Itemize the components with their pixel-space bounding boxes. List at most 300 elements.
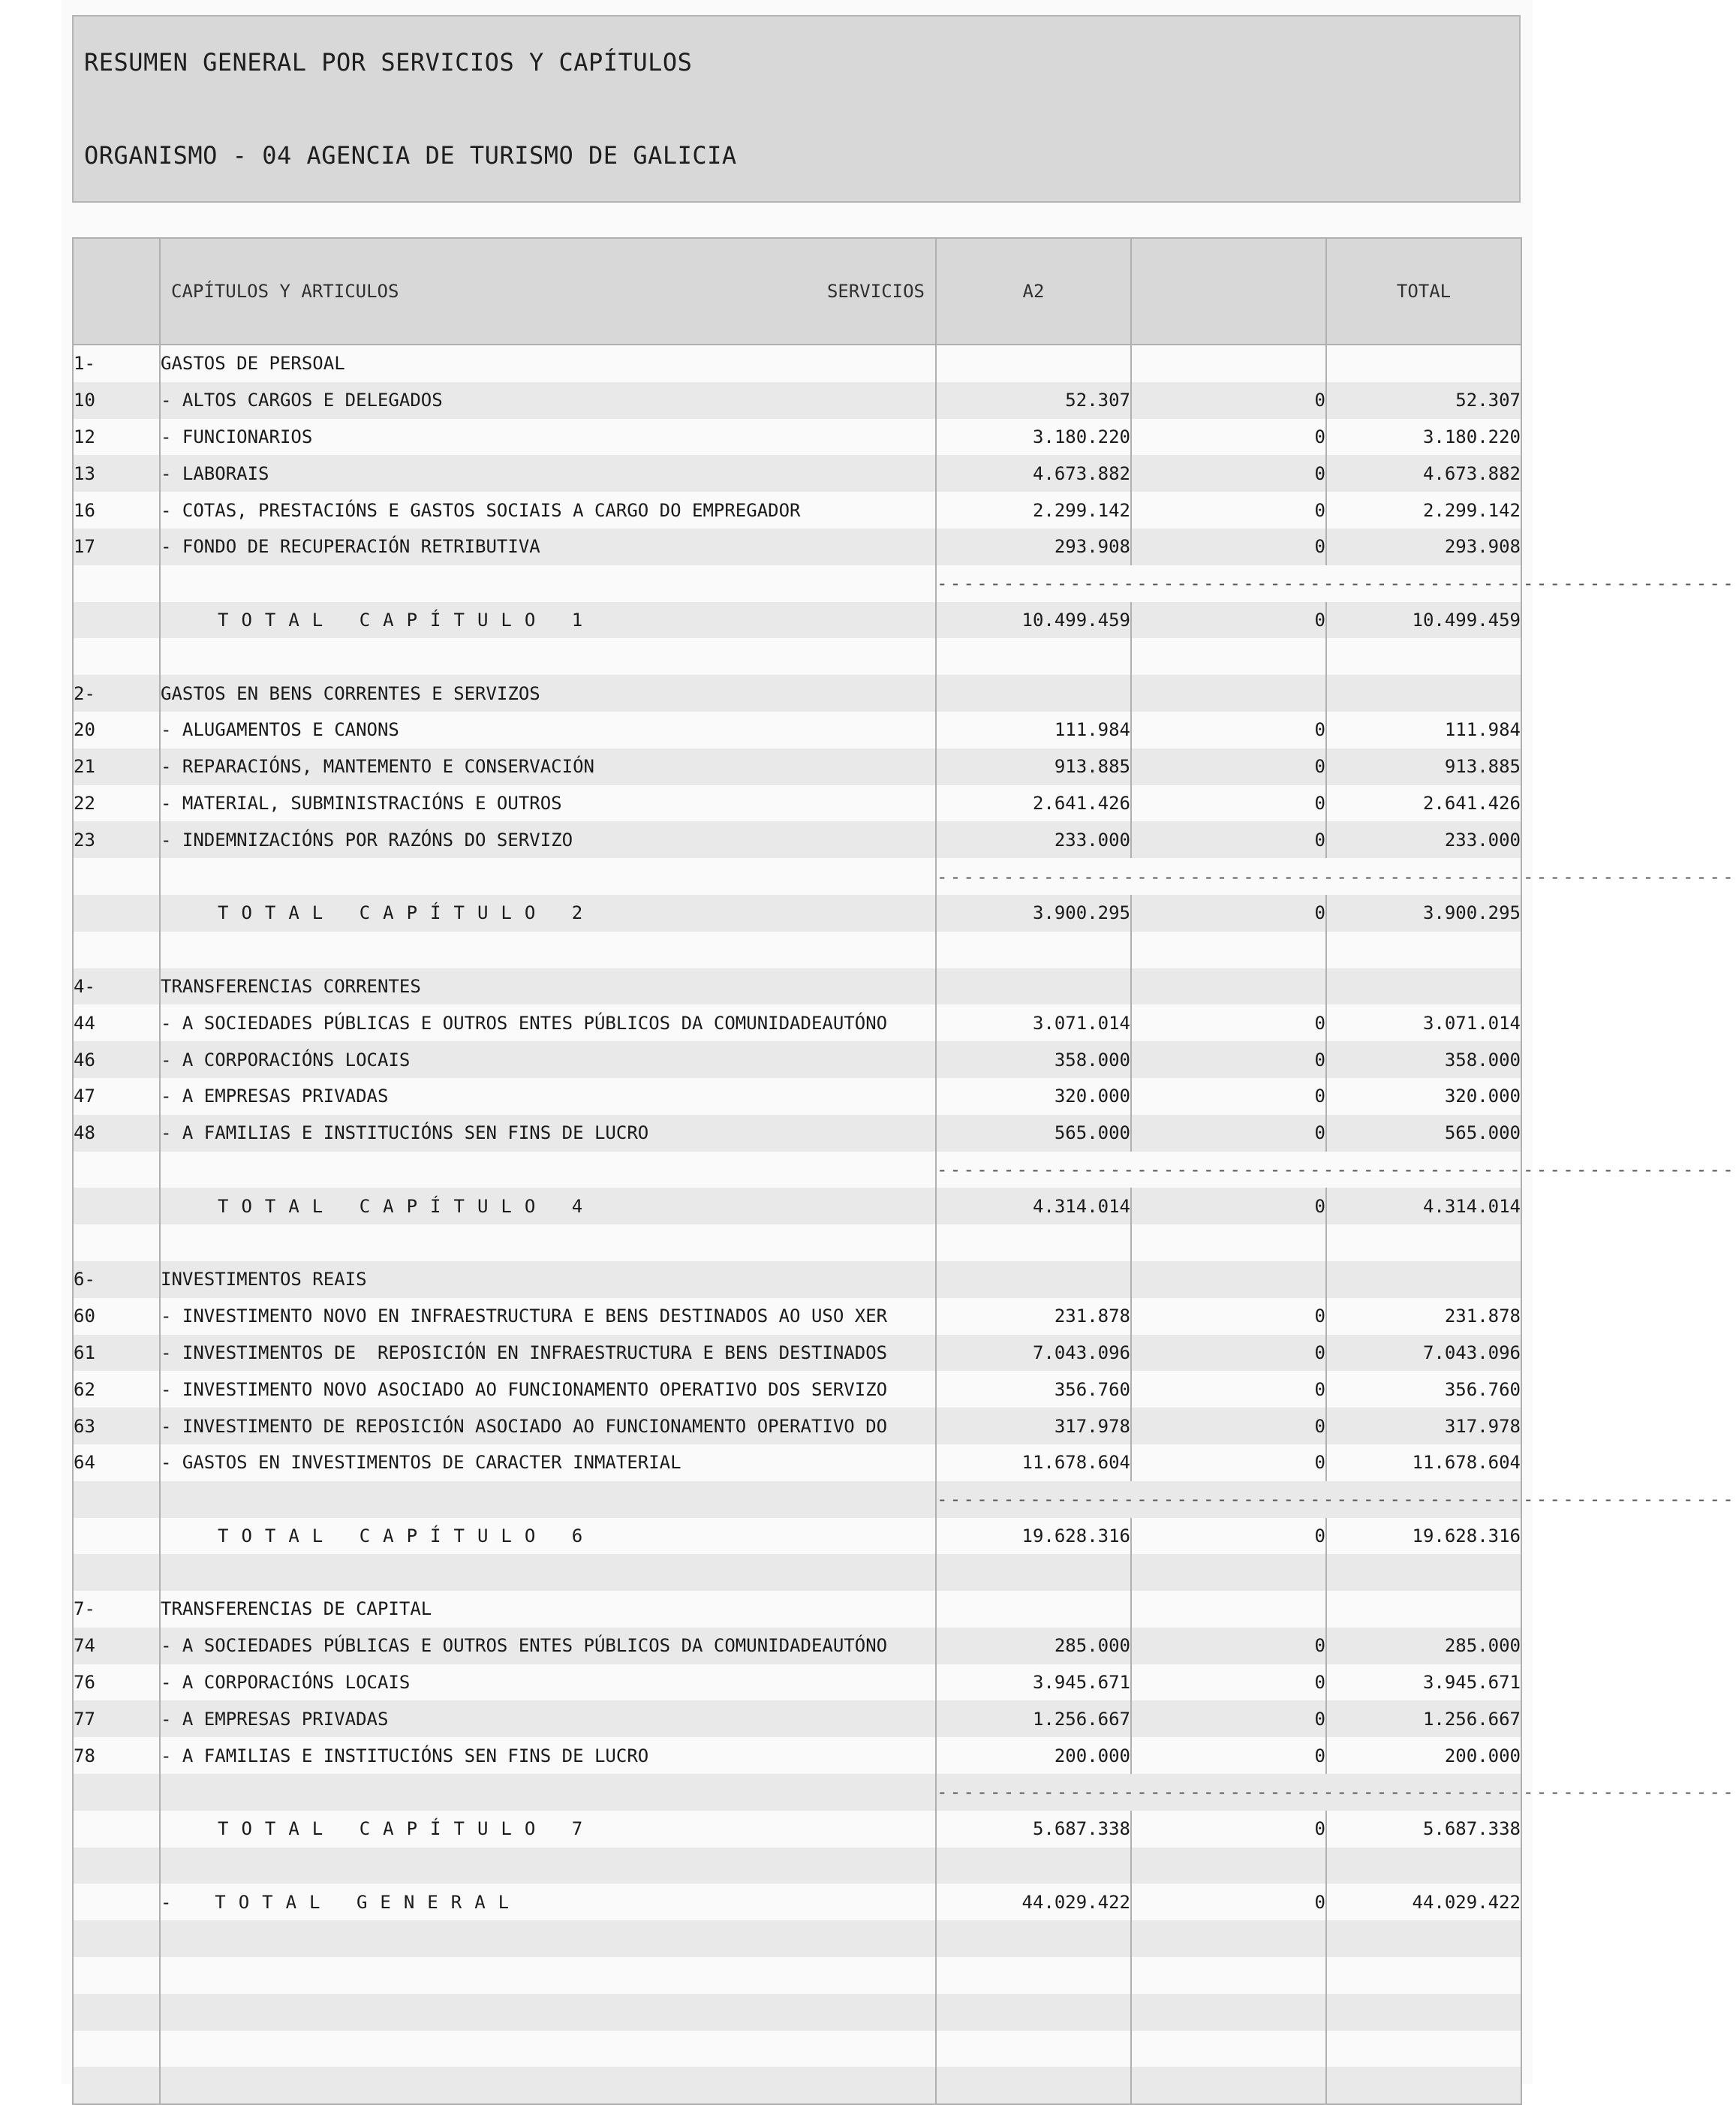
empty-cell bbox=[936, 2031, 1131, 2067]
article-code: 13 bbox=[73, 455, 160, 492]
total-value: 7.043.096 bbox=[1326, 1335, 1521, 1372]
empty-cell bbox=[73, 1920, 160, 1957]
middle-value: 0 bbox=[1131, 1335, 1326, 1372]
table-row bbox=[73, 1115, 1521, 1152]
empty-cell bbox=[1131, 1224, 1326, 1261]
total-value: 913.885 bbox=[1326, 748, 1521, 785]
column-header-description: CAPÍTULOS Y ARTICULOS bbox=[171, 281, 399, 302]
empty-cell bbox=[936, 1554, 1131, 1591]
chapter-title: TRANSFERENCIAS DE CAPITAL bbox=[160, 1591, 936, 1628]
empty-cell bbox=[936, 968, 1131, 1005]
empty-cell bbox=[1131, 675, 1326, 712]
table-row bbox=[73, 1700, 1521, 1737]
a2-value: 913.885 bbox=[936, 748, 1131, 785]
empty-cell bbox=[936, 1957, 1131, 1994]
table-row bbox=[73, 1371, 1521, 1408]
chapter-total-row bbox=[73, 1518, 1521, 1555]
filler-row bbox=[73, 2067, 1521, 2104]
table-body bbox=[73, 345, 1736, 2104]
article-description: - COTAS, PRESTACIÓNS E GASTOS SOCIAIS A CARGO DO EMPREGADOR bbox=[160, 492, 936, 529]
chapter-code: 2- bbox=[73, 675, 160, 712]
chapter-total-middle: 0 bbox=[1131, 1188, 1326, 1224]
empty-cell bbox=[160, 2031, 936, 2067]
empty-cell bbox=[160, 2067, 936, 2104]
total-value: 4.673.882 bbox=[1326, 455, 1521, 492]
article-description: - A CORPORACIÓNS LOCAIS bbox=[160, 1664, 936, 1701]
total-value: 3.071.014 bbox=[1326, 1004, 1521, 1041]
chapter-total-label-cell bbox=[160, 1188, 936, 1224]
a2-value: 111.984 bbox=[936, 712, 1131, 748]
chapter-total-row bbox=[73, 1811, 1521, 1848]
separator-cell bbox=[936, 1152, 1736, 1188]
chapter-total-label: TOTAL CAPÍTULO 7 bbox=[218, 1818, 596, 1840]
a2-value: 320.000 bbox=[936, 1078, 1131, 1115]
chapter-total-label-cell bbox=[160, 602, 936, 639]
a2-value: 3.180.220 bbox=[936, 419, 1131, 456]
a2-value: 4.673.882 bbox=[936, 455, 1131, 492]
middle-value: 0 bbox=[1131, 455, 1326, 492]
dashed-separator: ------------------------------------------------------------ bbox=[937, 1489, 1736, 1510]
a2-value: 285.000 bbox=[936, 1628, 1131, 1664]
empty-cell bbox=[73, 1518, 160, 1555]
grand-total-row bbox=[73, 1884, 1521, 1920]
total-value: 293.908 bbox=[1326, 529, 1521, 565]
empty-cell bbox=[73, 1481, 160, 1518]
chapter-total-row bbox=[73, 602, 1521, 639]
chapter-total-total: 19.628.316 bbox=[1326, 1518, 1521, 1555]
empty-cell bbox=[1131, 968, 1326, 1005]
empty-cell bbox=[1131, 932, 1326, 968]
article-description: - ALTOS CARGOS E DELEGADOS bbox=[160, 382, 936, 419]
empty-cell bbox=[160, 1848, 936, 1884]
column-header-middle bbox=[1131, 238, 1326, 345]
spacer-row bbox=[73, 1224, 1521, 1261]
empty-cell bbox=[73, 1152, 160, 1188]
empty-cell bbox=[1131, 1920, 1326, 1957]
grand-total-total: 44.029.422 bbox=[1326, 1884, 1521, 1920]
article-code: 12 bbox=[73, 419, 160, 456]
separator-cell bbox=[936, 565, 1736, 602]
total-value: 358.000 bbox=[1326, 1041, 1521, 1078]
empty-cell bbox=[1326, 1261, 1521, 1298]
article-description: - INVESTIMENTO DE REPOSICIÓN ASOCIADO AO FUNCIONAMENTO OPERATIVO DO bbox=[160, 1408, 936, 1444]
article-code: 61 bbox=[73, 1335, 160, 1372]
table-row bbox=[73, 492, 1521, 529]
empty-cell bbox=[1131, 1994, 1326, 2031]
article-code: 77 bbox=[73, 1700, 160, 1737]
a2-value: 358.000 bbox=[936, 1041, 1131, 1078]
empty-cell bbox=[936, 1224, 1131, 1261]
chapter-total-middle: 0 bbox=[1131, 602, 1326, 639]
empty-cell bbox=[160, 1994, 936, 2031]
header-description-cell bbox=[160, 238, 936, 345]
dashed-separator: ------------------------------------------------------------ bbox=[937, 866, 1736, 887]
separator-cell bbox=[936, 1481, 1736, 1518]
article-description: - A SOCIEDADES PÚBLICAS E OUTROS ENTES PÚBLICOS DA COMUNIDADEAUTÓNO bbox=[160, 1004, 936, 1041]
grand-total-label: TOTAL GENERAL bbox=[215, 1891, 522, 1913]
empty-cell bbox=[73, 1994, 160, 2031]
a2-value: 2.299.142 bbox=[936, 492, 1131, 529]
empty-cell bbox=[1326, 345, 1521, 382]
table-row bbox=[73, 785, 1521, 822]
header-code-cell bbox=[73, 238, 160, 345]
separator-row bbox=[73, 565, 1521, 602]
chapter-total-total: 5.687.338 bbox=[1326, 1811, 1521, 1848]
budget-table bbox=[72, 237, 1736, 2105]
empty-cell bbox=[1131, 2031, 1326, 2067]
chapter-total-a2: 3.900.295 bbox=[936, 895, 1131, 932]
a2-value: 3.945.671 bbox=[936, 1664, 1131, 1701]
empty-cell bbox=[1131, 1261, 1326, 1298]
table-row bbox=[73, 1298, 1521, 1335]
empty-cell bbox=[73, 638, 160, 675]
spacer-row bbox=[73, 1554, 1521, 1591]
empty-cell bbox=[73, 1957, 160, 1994]
empty-cell bbox=[160, 1554, 936, 1591]
article-description: - A SOCIEDADES PÚBLICAS E OUTROS ENTES PÚBLICOS DA COMUNIDADEAUTÓNO bbox=[160, 1628, 936, 1664]
a2-value: 7.043.096 bbox=[936, 1335, 1131, 1372]
filler-row bbox=[73, 1957, 1521, 1994]
article-code: 47 bbox=[73, 1078, 160, 1115]
chapter-code: 4- bbox=[73, 968, 160, 1005]
organismo-line: ORGANISMO - 04 AGENCIA DE TURISMO DE GALICIA bbox=[84, 141, 737, 170]
chapter-total-middle: 0 bbox=[1131, 1811, 1326, 1848]
a2-value: 293.908 bbox=[936, 529, 1131, 565]
article-description: - REPARACIÓNS, MANTEMENTO E CONSERVACIÓN bbox=[160, 748, 936, 785]
middle-value: 0 bbox=[1131, 1408, 1326, 1444]
article-description: - MATERIAL, SUBMINISTRACIÓNS E OUTROS bbox=[160, 785, 936, 822]
empty-cell bbox=[936, 1920, 1131, 1957]
filler-row bbox=[73, 1920, 1521, 1957]
empty-cell bbox=[936, 345, 1131, 382]
chapter-total-a2: 10.499.459 bbox=[936, 602, 1131, 639]
empty-cell bbox=[73, 932, 160, 968]
a2-value: 233.000 bbox=[936, 821, 1131, 858]
table-row bbox=[73, 419, 1521, 456]
chapter-code: 1- bbox=[73, 345, 160, 382]
empty-cell bbox=[1131, 1848, 1326, 1884]
dashed-separator: ------------------------------------------------------------ bbox=[937, 573, 1736, 595]
table-row bbox=[73, 455, 1521, 492]
chapter-total-total: 3.900.295 bbox=[1326, 895, 1521, 932]
empty-cell bbox=[1131, 345, 1326, 382]
chapter-total-label: TOTAL CAPÍTULO 1 bbox=[218, 609, 596, 631]
table-row bbox=[73, 1335, 1521, 1372]
chapter-title: GASTOS EN BENS CORRENTES E SERVIZOS bbox=[160, 675, 936, 712]
empty-cell bbox=[1131, 1554, 1326, 1591]
table-header-row bbox=[73, 238, 1521, 345]
article-code: 46 bbox=[73, 1041, 160, 1078]
a2-value: 565.000 bbox=[936, 1115, 1131, 1152]
total-value: 3.945.671 bbox=[1326, 1664, 1521, 1701]
chapter-heading-row bbox=[73, 345, 1521, 382]
middle-value: 0 bbox=[1131, 1700, 1326, 1737]
article-code: 64 bbox=[73, 1444, 160, 1481]
chapter-code: 6- bbox=[73, 1261, 160, 1298]
article-code: 74 bbox=[73, 1628, 160, 1664]
empty-cell bbox=[73, 858, 160, 895]
table-row bbox=[73, 748, 1521, 785]
article-description: - A EMPRESAS PRIVADAS bbox=[160, 1078, 936, 1115]
empty-cell bbox=[160, 1920, 936, 1957]
chapter-total-label-cell bbox=[160, 1518, 936, 1555]
table-row bbox=[73, 1664, 1521, 1701]
chapter-total-row bbox=[73, 895, 1521, 932]
empty-cell bbox=[73, 1224, 160, 1261]
article-description: - A EMPRESAS PRIVADAS bbox=[160, 1700, 936, 1737]
article-description: - ALUGAMENTOS E CANONS bbox=[160, 712, 936, 748]
chapter-total-middle: 0 bbox=[1131, 1518, 1326, 1555]
table-row bbox=[73, 529, 1521, 565]
empty-cell bbox=[936, 1591, 1131, 1628]
article-description: - FONDO DE RECUPERACIÓN RETRIBUTIVA bbox=[160, 529, 936, 565]
article-code: 21 bbox=[73, 748, 160, 785]
empty-cell bbox=[73, 2031, 160, 2067]
middle-value: 0 bbox=[1131, 1078, 1326, 1115]
table-row bbox=[73, 1444, 1521, 1481]
empty-cell bbox=[160, 1224, 936, 1261]
empty-cell bbox=[1326, 1554, 1521, 1591]
article-description: - GASTOS EN INVESTIMENTOS DE CARACTER INMATERIAL bbox=[160, 1444, 936, 1481]
article-description: - A CORPORACIÓNS LOCAIS bbox=[160, 1041, 936, 1078]
chapter-total-a2: 19.628.316 bbox=[936, 1518, 1131, 1555]
total-value: 200.000 bbox=[1326, 1737, 1521, 1774]
dashed-separator: ------------------------------------------------------------ bbox=[937, 1781, 1736, 1803]
empty-cell bbox=[1131, 2067, 1326, 2104]
a2-value: 11.678.604 bbox=[936, 1444, 1131, 1481]
article-description: - INDEMNIZACIÓNS POR RAZÓNS DO SERVIZO bbox=[160, 821, 936, 858]
chapter-total-label: TOTAL CAPÍTULO 6 bbox=[218, 1525, 596, 1546]
chapter-total-total: 4.314.014 bbox=[1326, 1188, 1521, 1224]
table-row bbox=[73, 1078, 1521, 1115]
empty-cell bbox=[1131, 1591, 1326, 1628]
filler-row bbox=[73, 1994, 1521, 2031]
separator-row bbox=[73, 1481, 1521, 1518]
empty-cell bbox=[160, 858, 936, 895]
column-header-a2: A2 bbox=[936, 238, 1131, 345]
chapter-heading-row bbox=[73, 1261, 1521, 1298]
total-value: 52.307 bbox=[1326, 382, 1521, 419]
column-header-total: TOTAL bbox=[1326, 238, 1521, 345]
total-value: 285.000 bbox=[1326, 1628, 1521, 1664]
chapter-total-label-cell bbox=[160, 1811, 936, 1848]
table-row bbox=[73, 821, 1521, 858]
report-title: RESUMEN GENERAL POR SERVICIOS Y CAPÍTULOS bbox=[84, 48, 693, 77]
total-value: 2.299.142 bbox=[1326, 492, 1521, 529]
total-value: 2.641.426 bbox=[1326, 785, 1521, 822]
empty-cell bbox=[73, 1774, 160, 1811]
chapter-title: TRANSFERENCIAS CORRENTES bbox=[160, 968, 936, 1005]
middle-value: 0 bbox=[1131, 1041, 1326, 1078]
a2-value: 231.878 bbox=[936, 1298, 1131, 1335]
separator-row bbox=[73, 1152, 1521, 1188]
chapter-total-middle: 0 bbox=[1131, 895, 1326, 932]
a2-value: 200.000 bbox=[936, 1737, 1131, 1774]
empty-cell bbox=[936, 932, 1131, 968]
table-row bbox=[73, 712, 1521, 748]
empty-cell bbox=[73, 1188, 160, 1224]
empty-cell bbox=[1326, 2067, 1521, 2104]
total-value: 233.000 bbox=[1326, 821, 1521, 858]
middle-value: 0 bbox=[1131, 1004, 1326, 1041]
grand-total-label-cell bbox=[160, 1884, 936, 1920]
empty-cell bbox=[1326, 1994, 1521, 2031]
empty-cell bbox=[160, 1152, 936, 1188]
empty-cell bbox=[936, 1848, 1131, 1884]
total-value: 356.760 bbox=[1326, 1371, 1521, 1408]
table-row bbox=[73, 1041, 1521, 1078]
total-value: 11.678.604 bbox=[1326, 1444, 1521, 1481]
empty-cell bbox=[1326, 968, 1521, 1005]
empty-cell bbox=[936, 2067, 1131, 2104]
empty-cell bbox=[1326, 1957, 1521, 1994]
empty-cell bbox=[160, 1957, 936, 1994]
empty-cell bbox=[1326, 638, 1521, 675]
empty-cell bbox=[1131, 638, 1326, 675]
a2-value: 356.760 bbox=[936, 1371, 1131, 1408]
article-code: 10 bbox=[73, 382, 160, 419]
empty-cell bbox=[1326, 675, 1521, 712]
empty-cell bbox=[1326, 1591, 1521, 1628]
middle-value: 0 bbox=[1131, 821, 1326, 858]
middle-value: 0 bbox=[1131, 748, 1326, 785]
total-value: 111.984 bbox=[1326, 712, 1521, 748]
article-description: - A FAMILIAS E INSTITUCIÓNS SEN FINS DE LUCRO bbox=[160, 1737, 936, 1774]
middle-value: 0 bbox=[1131, 712, 1326, 748]
total-value: 317.978 bbox=[1326, 1408, 1521, 1444]
total-value: 1.256.667 bbox=[1326, 1700, 1521, 1737]
article-code: 16 bbox=[73, 492, 160, 529]
chapter-code: 7- bbox=[73, 1591, 160, 1628]
a2-value: 2.641.426 bbox=[936, 785, 1131, 822]
article-code: 20 bbox=[73, 712, 160, 748]
middle-value: 0 bbox=[1131, 1628, 1326, 1664]
chapter-heading-row bbox=[73, 968, 1521, 1005]
article-code: 60 bbox=[73, 1298, 160, 1335]
empty-cell bbox=[1326, 1224, 1521, 1261]
chapter-total-label: TOTAL CAPÍTULO 2 bbox=[218, 902, 596, 924]
empty-cell bbox=[1326, 1920, 1521, 1957]
middle-value: 0 bbox=[1131, 785, 1326, 822]
empty-cell bbox=[936, 1994, 1131, 2031]
empty-cell bbox=[73, 895, 160, 932]
filler-row bbox=[73, 2031, 1521, 2067]
empty-cell bbox=[936, 1261, 1131, 1298]
article-code: 62 bbox=[73, 1371, 160, 1408]
spacer-row bbox=[73, 1848, 1521, 1884]
empty-cell bbox=[73, 1811, 160, 1848]
middle-value: 0 bbox=[1131, 382, 1326, 419]
article-code: 78 bbox=[73, 1737, 160, 1774]
empty-cell bbox=[160, 565, 936, 602]
chapter-heading-row bbox=[73, 1591, 1521, 1628]
article-code: 23 bbox=[73, 821, 160, 858]
table-row bbox=[73, 1408, 1521, 1444]
table-row bbox=[73, 382, 1521, 419]
empty-cell bbox=[73, 1848, 160, 1884]
article-code: 22 bbox=[73, 785, 160, 822]
table-row bbox=[73, 1004, 1521, 1041]
a2-value: 3.071.014 bbox=[936, 1004, 1131, 1041]
article-description: - FUNCIONARIOS bbox=[160, 419, 936, 456]
separator-row bbox=[73, 1774, 1521, 1811]
empty-cell bbox=[936, 638, 1131, 675]
grand-total-middle: 0 bbox=[1131, 1884, 1326, 1920]
a2-value: 317.978 bbox=[936, 1408, 1131, 1444]
separator-cell bbox=[936, 858, 1736, 895]
article-description: - A FAMILIAS E INSTITUCIÓNS SEN FINS DE LUCRO bbox=[160, 1115, 936, 1152]
article-code: 48 bbox=[73, 1115, 160, 1152]
middle-value: 0 bbox=[1131, 1444, 1326, 1481]
middle-value: 0 bbox=[1131, 1737, 1326, 1774]
empty-cell bbox=[73, 2067, 160, 2104]
middle-value: 0 bbox=[1131, 1371, 1326, 1408]
middle-value: 0 bbox=[1131, 492, 1326, 529]
empty-cell bbox=[73, 602, 160, 639]
empty-cell bbox=[73, 1884, 160, 1920]
article-code: 76 bbox=[73, 1664, 160, 1701]
empty-cell bbox=[73, 565, 160, 602]
total-value: 3.180.220 bbox=[1326, 419, 1521, 456]
article-description: - INVESTIMENTO NOVO ASOCIADO AO FUNCIONAMENTO OPERATIVO DOS SERVIZO bbox=[160, 1371, 936, 1408]
total-value: 231.878 bbox=[1326, 1298, 1521, 1335]
article-description: - LABORAIS bbox=[160, 455, 936, 492]
article-description: - INVESTIMENTO NOVO EN INFRAESTRUCTURA E BENS DESTINADOS AO USO XER bbox=[160, 1298, 936, 1335]
empty-cell bbox=[1326, 1848, 1521, 1884]
empty-cell bbox=[1131, 1957, 1326, 1994]
table-row bbox=[73, 1737, 1521, 1774]
empty-cell bbox=[160, 638, 936, 675]
chapter-total-a2: 5.687.338 bbox=[936, 1811, 1131, 1848]
chapter-heading-row bbox=[73, 675, 1521, 712]
middle-value: 0 bbox=[1131, 529, 1326, 565]
middle-value: 0 bbox=[1131, 1115, 1326, 1152]
empty-cell bbox=[1326, 2031, 1521, 2067]
grand-total-gap bbox=[171, 1892, 215, 1913]
empty-cell bbox=[936, 675, 1131, 712]
table-row bbox=[73, 1628, 1521, 1664]
total-value: 565.000 bbox=[1326, 1115, 1521, 1152]
middle-value: 0 bbox=[1131, 1664, 1326, 1701]
middle-value: 0 bbox=[1131, 1298, 1326, 1335]
total-value: 320.000 bbox=[1326, 1078, 1521, 1115]
chapter-total-label: TOTAL CAPÍTULO 4 bbox=[218, 1195, 596, 1217]
middle-value: 0 bbox=[1131, 419, 1326, 456]
chapter-title: GASTOS DE PERSOAL bbox=[160, 345, 936, 382]
report-header bbox=[72, 15, 1521, 203]
article-code: 63 bbox=[73, 1408, 160, 1444]
article-description: - INVESTIMENTOS DE REPOSICIÓN EN INFRAESTRUCTURA E BENS DESTINADOS bbox=[160, 1335, 936, 1372]
empty-cell bbox=[160, 1481, 936, 1518]
chapter-title: INVESTIMENTOS REAIS bbox=[160, 1261, 936, 1298]
article-code: 17 bbox=[73, 529, 160, 565]
spacer-row bbox=[73, 932, 1521, 968]
separator-row bbox=[73, 858, 1521, 895]
chapter-total-total: 10.499.459 bbox=[1326, 602, 1521, 639]
chapter-total-label-cell bbox=[160, 895, 936, 932]
separator-cell bbox=[936, 1774, 1736, 1811]
grand-total-a2: 44.029.422 bbox=[936, 1884, 1131, 1920]
grand-total-prefix: - bbox=[161, 1891, 172, 1913]
a2-value: 1.256.667 bbox=[936, 1700, 1131, 1737]
article-code: 44 bbox=[73, 1004, 160, 1041]
a2-value: 52.307 bbox=[936, 382, 1131, 419]
chapter-total-a2: 4.314.014 bbox=[936, 1188, 1131, 1224]
empty-cell bbox=[160, 1774, 936, 1811]
empty-cell bbox=[1326, 932, 1521, 968]
chapter-total-row bbox=[73, 1188, 1521, 1224]
empty-cell bbox=[73, 1554, 160, 1591]
